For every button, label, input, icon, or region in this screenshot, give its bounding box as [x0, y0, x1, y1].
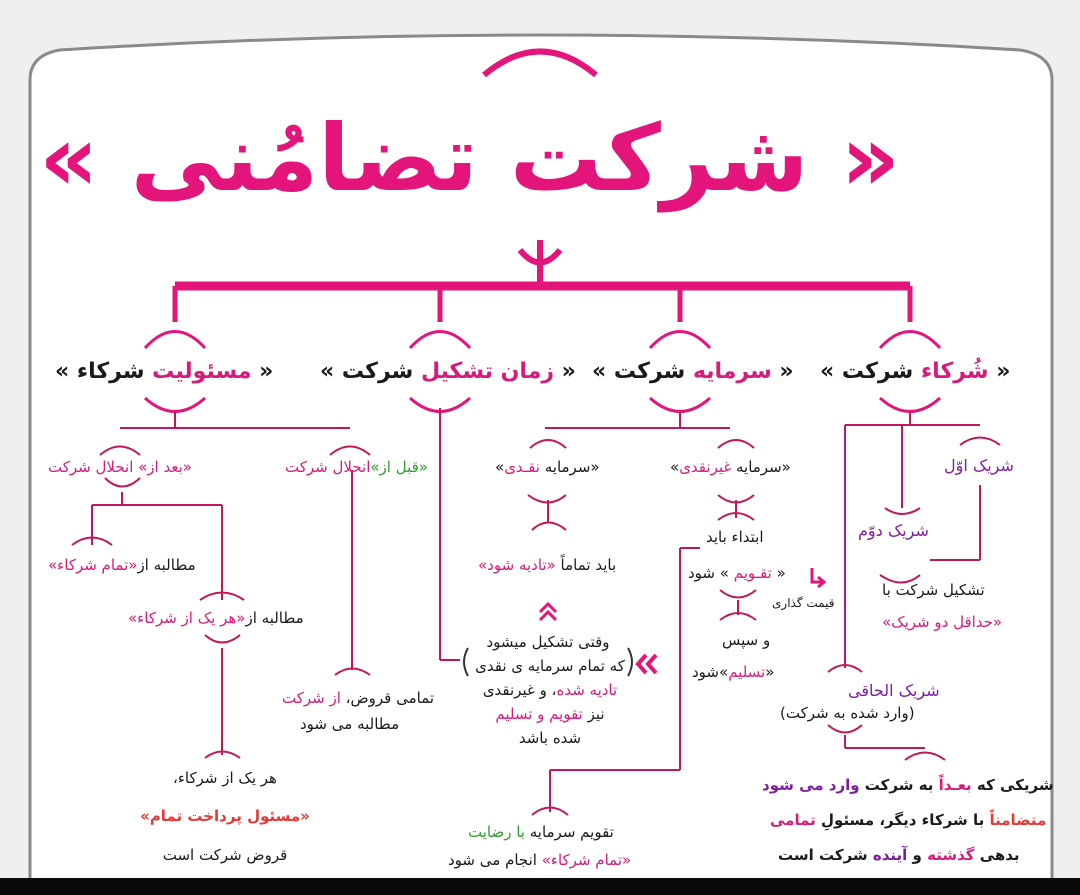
formation-line-3: تادیه شده، و غیرنقدی	[482, 681, 618, 699]
header-formation: « زمان تشکیل شرکت »	[320, 359, 576, 384]
joining-desc-3: بدهی گذشته و آینده شرکت است	[778, 846, 1020, 864]
first-partner: شریک اوّل	[944, 456, 1014, 475]
noncash-capital: «سرمایه غیرنقدی»	[670, 458, 791, 476]
joining-partner-note: (وارد شده به شرکت)	[780, 704, 915, 722]
formation-line-1: وقتی تشکیل میشود	[486, 633, 610, 651]
cash-capital: «سرمایه نقـدی»	[495, 458, 600, 476]
after-dissolution: «بعد از» انحلال شرکت	[48, 458, 192, 476]
pricing-note: قیمت گذاری	[772, 596, 835, 610]
responsible-text: «مسئول پرداخت تمام»	[140, 807, 310, 825]
header-partners: « شُرکاء شرکت »	[820, 359, 1011, 384]
joining-desc-1: شریکی که بعـداً به شرکت وارد می شود	[762, 776, 1054, 794]
first-must: ابتداء باید	[706, 528, 764, 546]
valuation-consent: تقویم سرمایه با رضایت	[468, 823, 614, 841]
delivery-step: «تسلیم»شود	[692, 663, 775, 681]
demand-all-partners: مطالبه از«تمام شرکاء»	[48, 556, 196, 574]
formation-line-4: نیز تقویم و تسلیم	[495, 705, 605, 723]
formation-line-5: شده باشد	[518, 729, 582, 747]
demanded-text: مطالبه می شود	[300, 715, 400, 733]
company-debts: قروض شرکت است	[162, 846, 288, 864]
header-capital: « سرمایه شرکت »	[592, 359, 794, 384]
formation-min-value: «حداقل دو شریک»	[882, 613, 1003, 631]
cash-must-be-paid: باید تماماً «تادیه شود»	[478, 556, 617, 574]
valuation-step: « تقـویم » شود	[688, 564, 786, 582]
each-partner: هر یک از شرکاء،	[173, 769, 277, 787]
page-title: « شرکت تضامُنی »	[39, 105, 900, 212]
before-dissolution: «قبل از»انحلال شرکت	[285, 458, 428, 476]
second-partner: شریک دوّم	[858, 521, 929, 540]
header-liability: « مسئولیت شرکاء »	[55, 359, 274, 384]
joining-desc-2: متضامناً با شرکاء دیگر، مسئولِ تمامی	[770, 811, 1047, 829]
demand-each-partner: مطالبه از«هر یک از شرکاء»	[128, 609, 304, 627]
joining-partner: شریک الحاقی	[848, 681, 940, 700]
all-partners-perform: «تمام شرکاء» انجام می شود	[448, 851, 632, 869]
formation-min-text: تشکیل شرکت با	[882, 581, 985, 599]
all-debts: تمامی قروض، از شرکت	[282, 689, 435, 707]
formation-line-2: که تمام سرمایه ی نقدی	[475, 657, 625, 675]
then-step: و سپس	[722, 631, 771, 649]
bottom-bar	[0, 878, 1080, 895]
